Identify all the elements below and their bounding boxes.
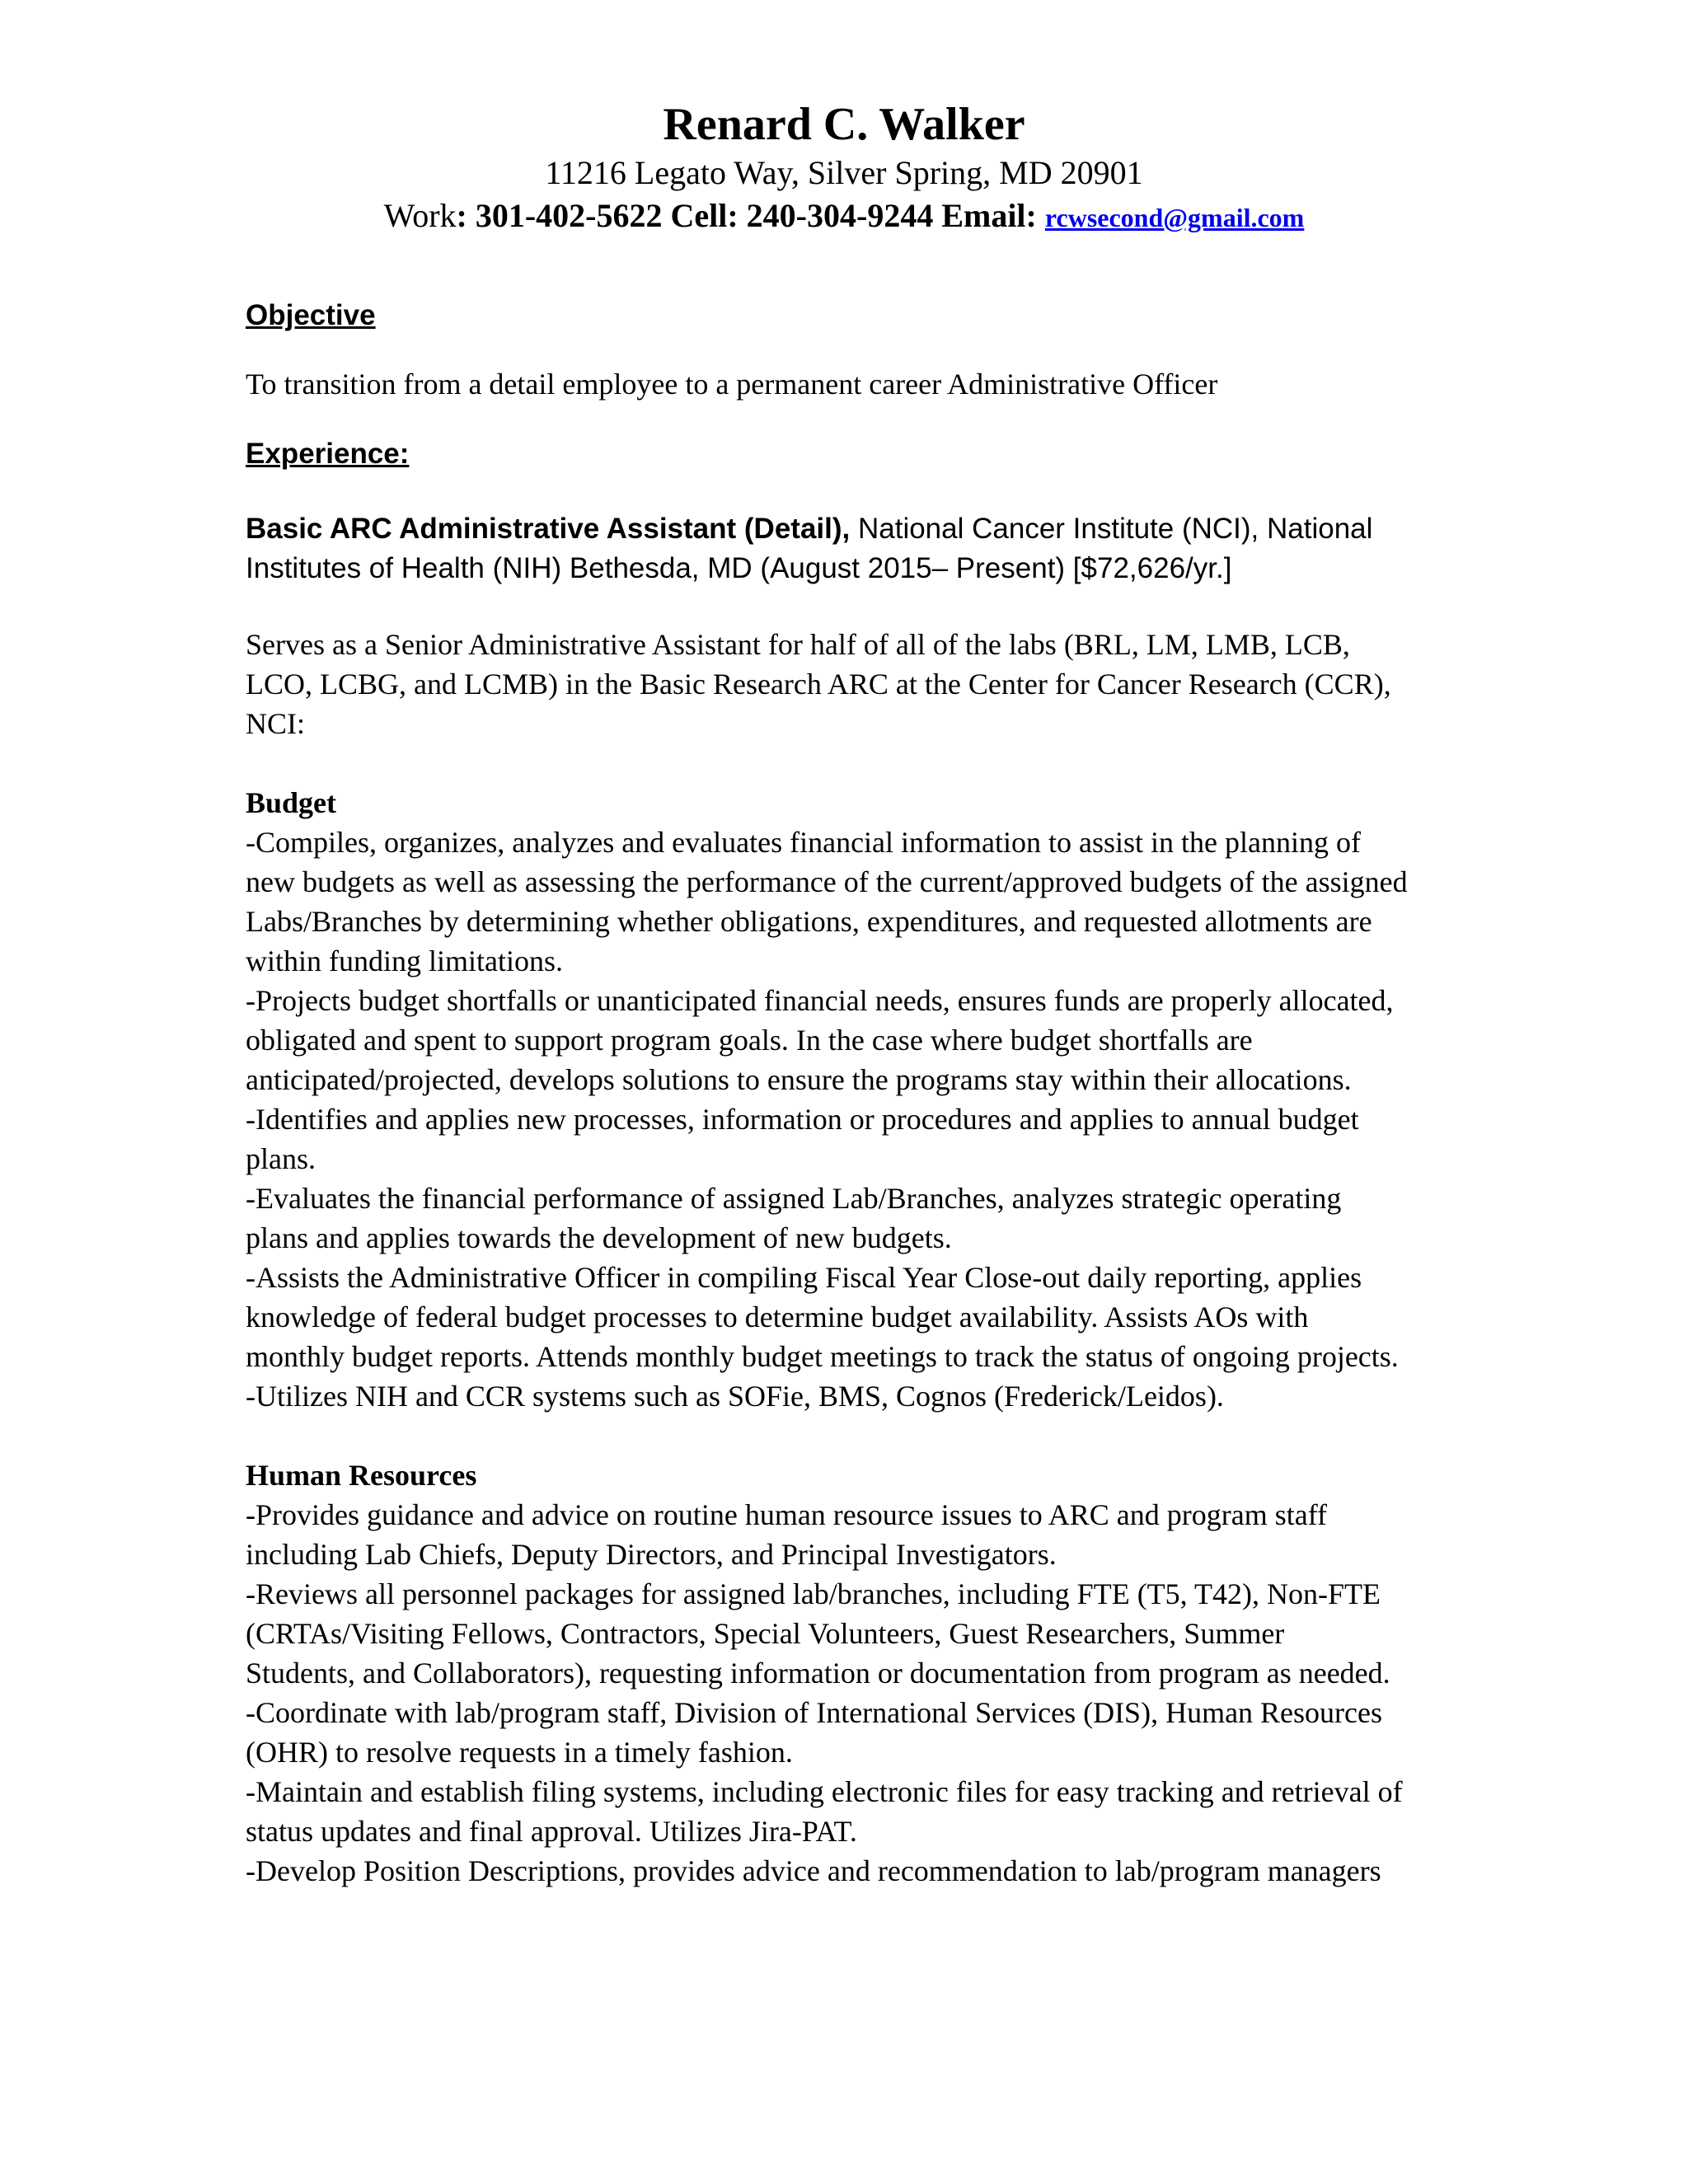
budget-line: -Assists the Administrative Officer in compiling Fiscal Year Close-out daily reporting, applies (246, 1261, 1362, 1294)
job-header-line-2: Institutes of Health (NIH) Bethesda, MD (August 2015– Present) [$72,626/yr.] (246, 552, 1232, 584)
budget-line: new budgets as well as assessing the performance of the current/approved budgets of the assigned (246, 865, 1408, 898)
budget-line: -Evaluates the financial performance of assigned Lab/Branches, analyzes strategic operating (246, 1182, 1342, 1215)
budget-line: -Projects budget shortfalls or unanticipated financial needs, ensures funds are properly allocated, (246, 984, 1394, 1017)
budget-line: -Utilizes NIH and CCR systems such as SOFie, BMS, Cognos (Frederick/Leidos). (246, 1380, 1224, 1413)
resume-header (0, 97, 1688, 239)
hr-line: -Coordinate with lab/program staff, Division of International Services (DIS), Human Resources (246, 1696, 1383, 1729)
work-label: Work (383, 197, 457, 234)
objective-heading: Objective (246, 299, 376, 331)
budget-line: Labs/Branches by determining whether obligations, expenditures, and requested allotments are (246, 905, 1372, 938)
job-header-line-1 (246, 509, 1432, 549)
job-org: National Cancer Institute (NCI), National (850, 513, 1373, 545)
hr-line: -Maintain and establish filing systems, including electronic files for easy tracking and retrieval of (246, 1775, 1403, 1808)
budget-line: anticipated/projected, develops solutions to ensure the programs stay within their allocations. (246, 1063, 1352, 1096)
job-header (246, 509, 1432, 588)
hr-line: status updates and final approval. Utilizes Jira-PAT. (246, 1815, 857, 1848)
budget-line: obligated and spent to support program goals. In the case where budget shortfalls are (246, 1024, 1253, 1057)
resume-body (246, 297, 1432, 1891)
candidate-address: 11216 Legato Way, Silver Spring, MD 20901 (545, 154, 1143, 191)
contact-line (0, 194, 1688, 239)
hr-line: including Lab Chiefs, Deputy Directors, and Principal Investigators. (246, 1538, 1057, 1571)
budget-heading: Budget (246, 786, 337, 819)
summary-line: NCI: (246, 707, 305, 740)
budget-line: plans and applies towards the development of new budgets. (246, 1221, 952, 1254)
hr-line: (CRTAs/Visiting Fellows, Contractors, Special Volunteers, Guest Researchers, Summer (246, 1617, 1285, 1650)
hr-line: -Provides guidance and advice on routine human resource issues to ARC and program staff (246, 1498, 1328, 1531)
hr-line: -Reviews all personnel packages for assigned lab/branches, including FTE (T5, T42), Non-FTE (246, 1577, 1381, 1610)
hr-heading: Human Resources (246, 1459, 477, 1492)
hr-section (246, 1455, 1432, 1891)
objective-text: To transition from a detail employee to a permanent career Administrative Officer (246, 368, 1218, 401)
job-title: Basic ARC Administrative Assistant (Detail), (246, 513, 851, 545)
email-link[interactable]: rcwsecond@gmail.com (1044, 203, 1305, 232)
budget-line: plans. (246, 1142, 316, 1175)
summary-line: Serves as a Senior Administrative Assistant for half of all of the labs (BRL, LM, LMB, LCB, (246, 628, 1350, 661)
job-summary (246, 625, 1432, 743)
budget-line: monthly budget reports. Attends monthly budget meetings to track the status of ongoing projects. (246, 1340, 1399, 1373)
summary-line: LCO, LCBG, and LCMB) in the Basic Research ARC at the Center for Cancer Research (CCR), (246, 668, 1391, 701)
hr-lines (246, 1495, 1432, 1891)
budget-line: -Compiles, organizes, analyzes and evaluates financial information to assist in the planning of (246, 826, 1361, 859)
contact-numbers: : 301-402-5622 Cell: 240-304-9244 Email: (456, 197, 1037, 234)
budget-section (246, 783, 1432, 1416)
candidate-name: Renard C. Walker (663, 99, 1025, 150)
budget-line: within funding limitations. (246, 944, 563, 977)
hr-line: -Develop Position Descriptions, provides advice and recommendation to lab/program managers (246, 1854, 1381, 1887)
budget-line: -Identifies and applies new processes, information or procedures and applies to annual budget (246, 1103, 1359, 1136)
hr-line: (OHR) to resolve requests in a timely fashion. (246, 1736, 793, 1769)
hr-line: Students, and Collaborators), requesting information or documentation from program as needed. (246, 1657, 1390, 1690)
experience-heading: Experience: (246, 438, 410, 470)
budget-line: knowledge of federal budget processes to determine budget availability. Assists AOs with (246, 1301, 1309, 1333)
budget-lines (246, 823, 1432, 1416)
